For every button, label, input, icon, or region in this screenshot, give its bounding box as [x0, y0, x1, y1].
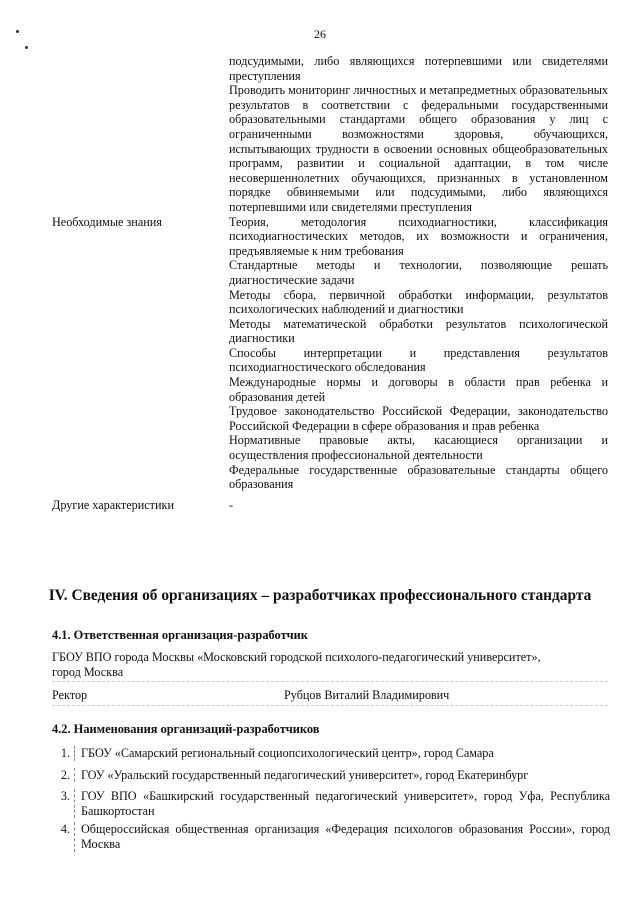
scan-speck	[25, 46, 28, 49]
requirement-item: Нормативные правовые акты, касающиеся организации и осуществления профессиональной деятельности	[229, 433, 608, 463]
requirement-item: Проводить мониторинг личностных и метапредметных образовательных результатов в соответствии с федеральными государственными образовательными стандартами общего образования у лиц с ограниченными возможностями здоровья, обучающихся, испытывающих трудности в освоении основных общеобразовательных программ, развитии и социальной адаптации, в том числе несовершеннолетних обучающихся, признанных в установленном порядке обвиняемыми или подсудимыми, либо являющихся потерпевшими или свидетелями преступления	[229, 83, 608, 214]
page-number: 26	[314, 27, 326, 41]
list-item-number: 1.	[60, 746, 70, 760]
requirements-row-knowledge	[52, 215, 608, 492]
row-items	[229, 215, 608, 492]
form-rule	[52, 681, 608, 682]
row-label: Другие характеристики	[52, 497, 174, 512]
list-item	[52, 822, 610, 851]
requirement-item: Стандартные методы и технологии, позволяющие решать диагностические задачи	[229, 258, 608, 287]
requirement-item: Способы интерпретации и представления результатов психодиагностического обследования	[229, 345, 608, 375]
requirements-row-other	[52, 498, 608, 513]
requirement-item: Методы сбора, первичной обработки информации, результатов психологических наблюдений и диагностики	[229, 287, 608, 317]
requirement-item: Международные нормы и договоры в области прав ребенка и образования детей	[229, 375, 608, 404]
requirements-table	[52, 54, 608, 512]
form-rule	[52, 705, 608, 706]
section-heading: IV. Сведения об организациях – разработчиках профессионального стандарта	[48, 587, 592, 604]
requirement-item: -	[229, 497, 234, 512]
list-item-number: 4.	[60, 822, 70, 837]
list-item-text: ГБОУ «Самарский региональный социопсихологический центр», город Самара	[81, 746, 494, 760]
requirement-item: Теория, методология психодиагностики, классификация психодиагностических методов, их возможности и ограничения, предъявляемые к ним требования	[229, 214, 608, 258]
list-item-text: ГОУ «Уральский государственный педагогический университет», город Екатеринбург	[81, 767, 529, 782]
scan-speck	[16, 30, 19, 33]
responsible-org-line: город Москва	[52, 665, 124, 679]
list-divider	[74, 768, 76, 783]
requirement-item: Трудовое законодательство Российской Федерации, законодательство Российской Федерации в сфере образования и прав ребенка	[229, 404, 608, 433]
list-divider	[74, 789, 76, 818]
signatory-name: Рубцов Виталий Владимирович	[284, 688, 450, 702]
row-label: Необходимые знания	[52, 214, 162, 229]
list-item-text: ГОУ ВПО «Башкирский государственный педагогический университет», город Уфа, Республика Башкортостан	[81, 789, 610, 818]
row-items	[229, 498, 608, 513]
requirement-item: Методы математической обработки результатов психологической диагностики	[229, 316, 608, 346]
list-item-number: 3.	[60, 789, 70, 804]
list-item-text: Общероссийская общественная организация «Федерация психологов образования России», город Москва	[81, 822, 610, 851]
list-item	[52, 746, 610, 761]
row-label	[52, 54, 229, 215]
developers-list	[52, 746, 610, 852]
responsible-org-line: ГБОУ ВПО города Москвы «Московский городской психолого-педагогический университет»,	[52, 650, 541, 664]
list-divider	[74, 746, 76, 761]
requirements-row-abilities	[52, 54, 608, 215]
developers-heading: 4.2. Наименования организаций-разработчиков	[52, 722, 320, 736]
responsible-org-heading: 4.1. Ответственная организация-разработчик	[52, 628, 308, 642]
list-item	[52, 768, 610, 783]
list-divider	[74, 822, 76, 851]
requirement-item: Федеральные государственные образовательные стандарты общего образования	[229, 462, 608, 492]
requirement-item: подсудимыми, либо являющихся потерпевшими или свидетелями преступления	[229, 54, 608, 83]
row-items	[229, 54, 608, 215]
list-item	[52, 789, 610, 818]
list-item-number: 2.	[60, 767, 70, 782]
signatory-position: Ректор	[52, 688, 88, 702]
